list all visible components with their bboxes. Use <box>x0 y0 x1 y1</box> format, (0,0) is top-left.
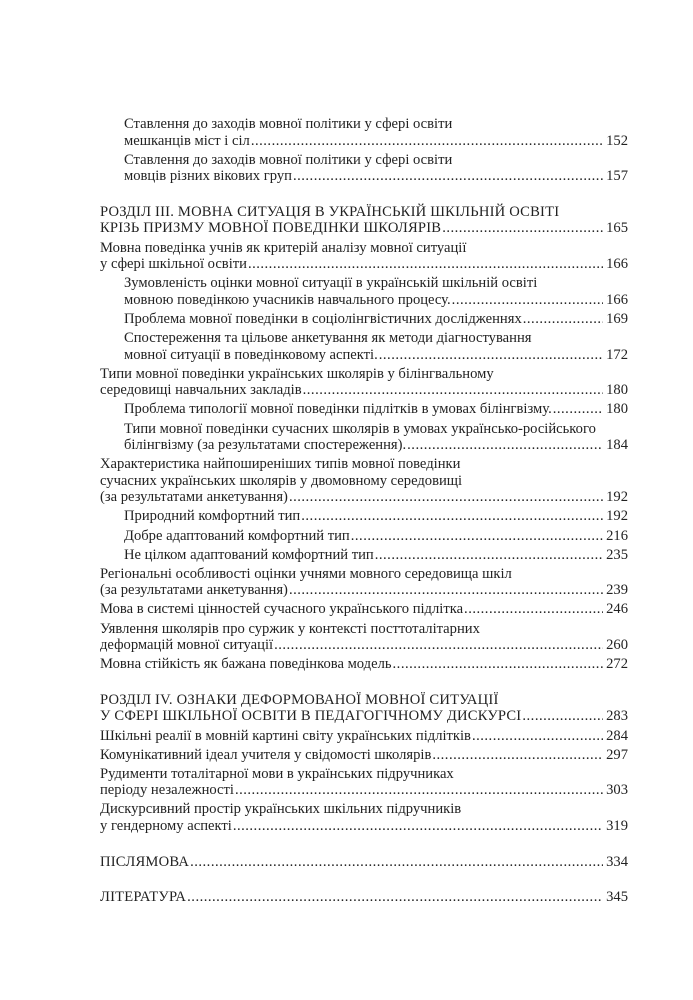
dot-leader <box>407 437 603 454</box>
toc-entry <box>100 152 628 185</box>
toc-entry-title-line: Ставлення до заходів мовної політики у сфері освіти <box>124 116 453 132</box>
toc-entry-last-line <box>100 889 628 906</box>
toc-entry-last-line <box>100 854 628 871</box>
dot-leader <box>303 382 603 399</box>
dot-leader <box>187 889 603 906</box>
page-number: 192 <box>606 489 628 506</box>
toc-chapter-entry <box>100 889 628 906</box>
toc-entry-last-line <box>100 256 628 273</box>
toc-chapter-entry <box>100 692 628 725</box>
toc-entry <box>100 801 628 834</box>
toc-entry-title-line: У СФЕРІ ШКІЛЬНОЇ ОСВІТИ В ПЕДАГОГІЧНОМУ ДИСКУРСІ <box>100 708 522 725</box>
page-number: 235 <box>606 546 628 563</box>
dot-leader <box>351 528 603 545</box>
toc-entry-last-line <box>100 220 628 237</box>
toc-entry-last-line <box>124 311 628 328</box>
page-number: 284 <box>606 727 628 744</box>
toc-entry-title-line: Проблема мовної поведінки в соціолінгвістичних дослідженнях <box>124 310 522 327</box>
toc-entry-last-line <box>124 168 628 185</box>
toc-entry <box>100 547 628 564</box>
toc-entry-title-line: Мовна стійкість як бажана поведінкова модель <box>100 656 392 673</box>
toc-entry-title-line: (за результатами анкетування) <box>100 489 288 506</box>
dot-leader <box>235 782 603 799</box>
page-number: 319 <box>606 817 628 834</box>
toc-entry-title-line: у гендерному аспекті <box>100 817 232 834</box>
toc-entry-title-line: Проблема типології мовної поведінки підлітків в умовах білінгвізму. <box>124 401 552 418</box>
toc-chapter-entry <box>100 204 628 237</box>
toc-entry-title-line: ПІСЛЯМОВА <box>100 853 190 870</box>
toc-entry-title-line: сучасних українських школярів у двомовному середовищі <box>100 472 463 489</box>
toc-entry-title-line: середовищі навчальних закладів <box>100 382 302 399</box>
page-number: 180 <box>606 382 628 399</box>
toc-entry-last-line <box>124 528 628 545</box>
toc-entry-title-line: у сфері шкільної освіти <box>100 256 247 273</box>
toc-entry <box>100 421 628 454</box>
toc-entry-title-line: Типи мовної поведінки українських школярів у білінгвальному <box>100 365 494 382</box>
toc-entry-title-line: РОЗДІЛ IV. ОЗНАКИ ДЕФОРМОВАНОЇ МОВНОЇ СИТУАЦІЇ <box>100 691 499 708</box>
toc-entry <box>100 508 628 525</box>
dot-leader <box>375 547 603 564</box>
toc-chapter-entry <box>100 854 628 871</box>
dot-leader <box>248 256 603 273</box>
toc-entry-last-line <box>100 818 628 835</box>
dot-leader <box>464 601 603 618</box>
page-number: 239 <box>606 582 628 599</box>
toc-entry-title-line: Дискурсивний простір українських шкільних підручників <box>100 801 462 818</box>
dot-leader <box>442 220 603 237</box>
toc-entry <box>100 766 628 799</box>
dot-leader <box>379 347 603 364</box>
dot-leader <box>293 168 603 185</box>
toc-entry <box>100 728 628 745</box>
toc-entry-title-line: Добре адаптований комфортний тип <box>124 527 350 544</box>
toc-entry-last-line <box>100 782 628 799</box>
page-number: 165 <box>606 220 628 237</box>
dot-leader <box>251 133 603 150</box>
dot-leader <box>553 401 603 418</box>
page-number: 216 <box>606 527 628 544</box>
toc-entry-last-line <box>100 656 628 673</box>
dot-leader <box>472 728 603 745</box>
toc-entry-title-line: мешканців міст і сіл <box>124 132 250 149</box>
toc-entry-title-line: Ставлення до заходів мовної політики у сфері освіти <box>124 151 453 168</box>
page-number: 283 <box>606 708 628 725</box>
toc-entry-last-line <box>100 728 628 745</box>
toc-entry-last-line <box>124 133 628 150</box>
toc-entry <box>100 311 628 328</box>
toc-entry-title-line: Характеристика найпоширеніших типів мовної поведінки <box>100 456 461 473</box>
toc-entry <box>100 621 628 654</box>
dot-leader <box>190 854 603 871</box>
toc-entry <box>100 116 628 149</box>
toc-entry-last-line <box>100 637 628 654</box>
page-number: 169 <box>606 310 628 327</box>
dot-leader <box>289 582 603 599</box>
page-number: 180 <box>606 401 628 418</box>
toc-entry <box>100 366 628 399</box>
toc-entry-title-line: (за результатами анкетування) <box>100 582 288 599</box>
page-number: 246 <box>606 601 628 618</box>
toc-entry-title-line: мовною поведінкою учасників навчального процесу. <box>124 291 451 308</box>
toc-entry-title-line: Комунікативний ідеал учителя у свідомості школярів <box>100 746 432 763</box>
dot-leader <box>522 708 603 725</box>
toc-entry <box>100 275 628 308</box>
dot-leader <box>432 747 603 764</box>
toc-entry-title-line: ЛІТЕРАТУРА <box>100 889 187 906</box>
page-number: 166 <box>606 256 628 273</box>
page-number: 184 <box>606 437 628 454</box>
toc-entry-last-line <box>100 708 628 725</box>
page-number: 172 <box>606 346 628 363</box>
toc-entry-title-line: Мовна поведінка учнів як критерій аналізу мовної ситуації <box>100 239 467 256</box>
toc-entry-title-line: мовної ситуації в поведінковому аспекті. <box>124 346 378 363</box>
toc-entry-title-line: Типи мовної поведінки сучасних школярів в умовах українсько-російського <box>124 420 596 437</box>
toc-entry-title-line: Шкільні реалії в мовній картині світу українських підлітків <box>100 727 471 744</box>
toc-entry-last-line <box>124 347 628 364</box>
page-number: 272 <box>606 656 628 673</box>
toc-entry-title-line: білінгвізму (за результатами спостереження). <box>124 437 407 454</box>
page-number: 166 <box>606 291 628 308</box>
toc-entry-title-line: Рудименти тоталітарної мови в українських підручниках <box>100 765 454 782</box>
toc-entry-last-line <box>100 489 628 506</box>
toc-entry-last-line <box>100 601 628 618</box>
toc-entry <box>100 401 628 418</box>
toc-entry-last-line <box>100 747 628 764</box>
page-number: 152 <box>606 132 628 149</box>
toc-entry-last-line <box>124 292 628 309</box>
dot-leader <box>289 489 603 506</box>
toc-entry-title-line: Регіональні особливості оцінки учнями мовного середовища шкіл <box>100 565 512 582</box>
toc-entry <box>100 240 628 273</box>
dot-leader <box>233 818 603 835</box>
dot-leader <box>523 311 603 328</box>
toc-entry-title-line: Не цілком адаптований комфортний тип <box>124 546 374 563</box>
page-number: 260 <box>606 637 628 654</box>
toc-entry-last-line <box>124 547 628 564</box>
toc-entry-title-line: Природний комфортний тип <box>124 508 301 525</box>
toc-entry-title-line: Мова в системі цінностей сучасного українського підлітка <box>100 601 464 618</box>
toc-entry <box>100 601 628 618</box>
page-number: 345 <box>606 889 628 906</box>
toc-entry-title-line: КРІЗЬ ПРИЗМУ МОВНОЇ ПОВЕДІНКИ ШКОЛЯРІВ <box>100 220 442 237</box>
page-number: 157 <box>606 168 628 185</box>
toc-entry <box>100 656 628 673</box>
toc-entry <box>100 456 628 506</box>
toc-entry-title-line: періоду незалежності <box>100 782 234 799</box>
toc-entry-title-line: Уявлення школярів про суржик у контексті посттоталітарних <box>100 620 480 637</box>
dot-leader <box>452 292 603 309</box>
toc-entry <box>100 528 628 545</box>
toc-entry-last-line <box>124 401 628 418</box>
page-number: 303 <box>606 782 628 799</box>
table-of-contents <box>100 116 628 906</box>
dot-leader <box>274 637 603 654</box>
toc-entry-title-line: Спостереження та цільове анкетування як методи діагностування <box>124 330 532 347</box>
toc-entry-title-line: мовців різних вікових груп <box>124 168 292 185</box>
dot-leader <box>393 656 604 673</box>
toc-entry-last-line <box>124 508 628 525</box>
toc-entry-last-line <box>100 582 628 599</box>
toc-entry-last-line <box>124 437 628 454</box>
toc-entry-title-line: Зумовленість оцінки мовної ситуації в українській шкільній освіті <box>124 275 538 292</box>
toc-entry <box>100 330 628 363</box>
dot-leader <box>301 508 603 525</box>
toc-entry-title-line: РОЗДІЛ ІІІ. МОВНА СИТУАЦІЯ В УКРАЇНСЬКІЙ ШКІЛЬНІЙ ОСВІТІ <box>100 203 560 220</box>
toc-entry <box>100 566 628 599</box>
page-number: 334 <box>606 853 628 870</box>
page-number: 192 <box>606 508 628 525</box>
page-number: 297 <box>606 746 628 763</box>
toc-entry-last-line <box>100 382 628 399</box>
toc-entry <box>100 747 628 764</box>
toc-entry-title-line: деформацій мовної ситуації <box>100 637 274 654</box>
